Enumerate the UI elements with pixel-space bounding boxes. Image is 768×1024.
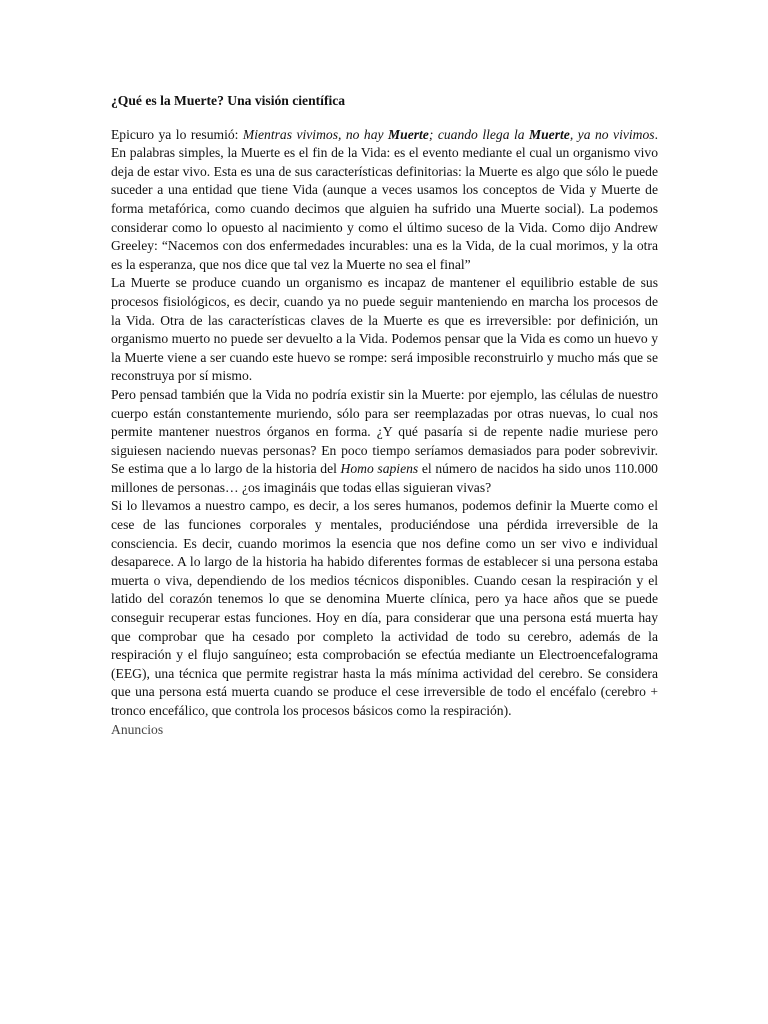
quote-emphasis: Muerte: [388, 126, 429, 142]
species-name: Homo sapiens: [340, 461, 419, 477]
intro-lead: Epicuro ya lo resumió:: [111, 126, 243, 142]
intro-rest: . En palabras simples, la Muerte es el fin de la Vida: es el evento mediante el cual un organismo vivo deja de estar vivo. Esta es una de sus características definitorias: la Muerte es algo que sólo le puede suceder a una entidad que tiene Vida (aunque a veces usamos los conceptos de Vida y Muerte de forma metafórica, como cuando decimos que alguien ha sufrido una Muerte social). La podemos considerar como lo opuesto al nacimiento y como el último suceso de la Vida. Como dijo Andrew Greeley: “Nacemos con dos enfermedades incurables: una es la Vida, de la cual morimos, y la otra es la esperanza, que nos dice que tal vez la Muerte no sea el final”: [111, 126, 658, 272]
quote-part: ; cuando llega la: [428, 126, 530, 142]
paragraph-3: [111, 386, 658, 498]
ads-label: Anuncios: [111, 721, 164, 737]
para3-before: Pero pensad también que la Vida no podría existir sin la Muerte: por ejemplo, las células de nuestro cuerpo están constantemente muriendo, sólo para ser reemplazadas por otras nuevas, lo cual nos permite mantener nuestros órganos en forma. ¿Y qué pasaría si de repente nadie muriese pero siguiesen naciendo nuevas personas? En poco tiempo seríamos demasiados para poder sobrevivir. Se estima que a lo largo de la historia del: [111, 386, 658, 477]
document-title: ¿Qué es la Muerte? Una visión científica: [111, 93, 346, 108]
paragraph-4: Si lo llevamos a nuestro campo, es decir, a los seres humanos, podemos definir la Muerte como el cese de las funciones corporales y mentales, produciéndose una pérdida irreversible de la consciencia. Es decir, cuando morimos la esencia que nos define como un ser vivo e individual desaparece. A lo largo de la historia ha habido diferentes formas de establecer si una persona estaba muerta o viva, dependiendo de los medios técnicos disponibles. Cuando cesan la respiración y el latido del corazón tenemos lo que se denomina Muerte clínica, pero ya hace años que se puede conseguir recuperar estas funciones. Hoy en día, para considerar que una persona está muerta hay que comprobar que ha cesado por completo la actividad de todo su cerebro, además de la respiración y el flujo sanguíneo; esta comprobación se efectúa mediante un Electroencefalograma (EEG), una técnica que permite registrar hasta la más mínima actividad del cerebro. Se considera que una persona está muerta cuando se produce el cese irreversible de todo el encéfalo (cerebro + tronco encefálico, que controla los procesos básicos como la respiración).: [111, 498, 658, 718]
paragraph-intro: [111, 126, 658, 275]
epicurus-quote: [243, 127, 655, 142]
quote-part: Mientras vivimos, no hay: [242, 126, 389, 142]
quote-emphasis: Muerte: [529, 126, 570, 142]
document-page: [111, 92, 658, 739]
quote-part: , ya no vivimos: [569, 126, 655, 142]
para3-after: el número de nacidos ha sido unos 110.000 millones de personas… ¿os imagináis que todas ellas siguieran vivas?: [111, 461, 658, 495]
paragraph-2: La Muerte se produce cuando un organismo es incapaz de mantener el equilibrio estable de sus procesos fisiológicos, es decir, cuando ya no puede seguir manteniendo en marcha los procesos de la Vida. Otra de las características claves de la Muerte es que es irreversible: por definición, un organismo muerto no puede ser devuelto a la Vida. Podemos pensar que la Vida es como un huevo y la Muerte viene a ser cuando este huevo se rompe: será imposible reconstruirlo y mucho más que se reconstruya por sí mismo.: [111, 275, 658, 384]
